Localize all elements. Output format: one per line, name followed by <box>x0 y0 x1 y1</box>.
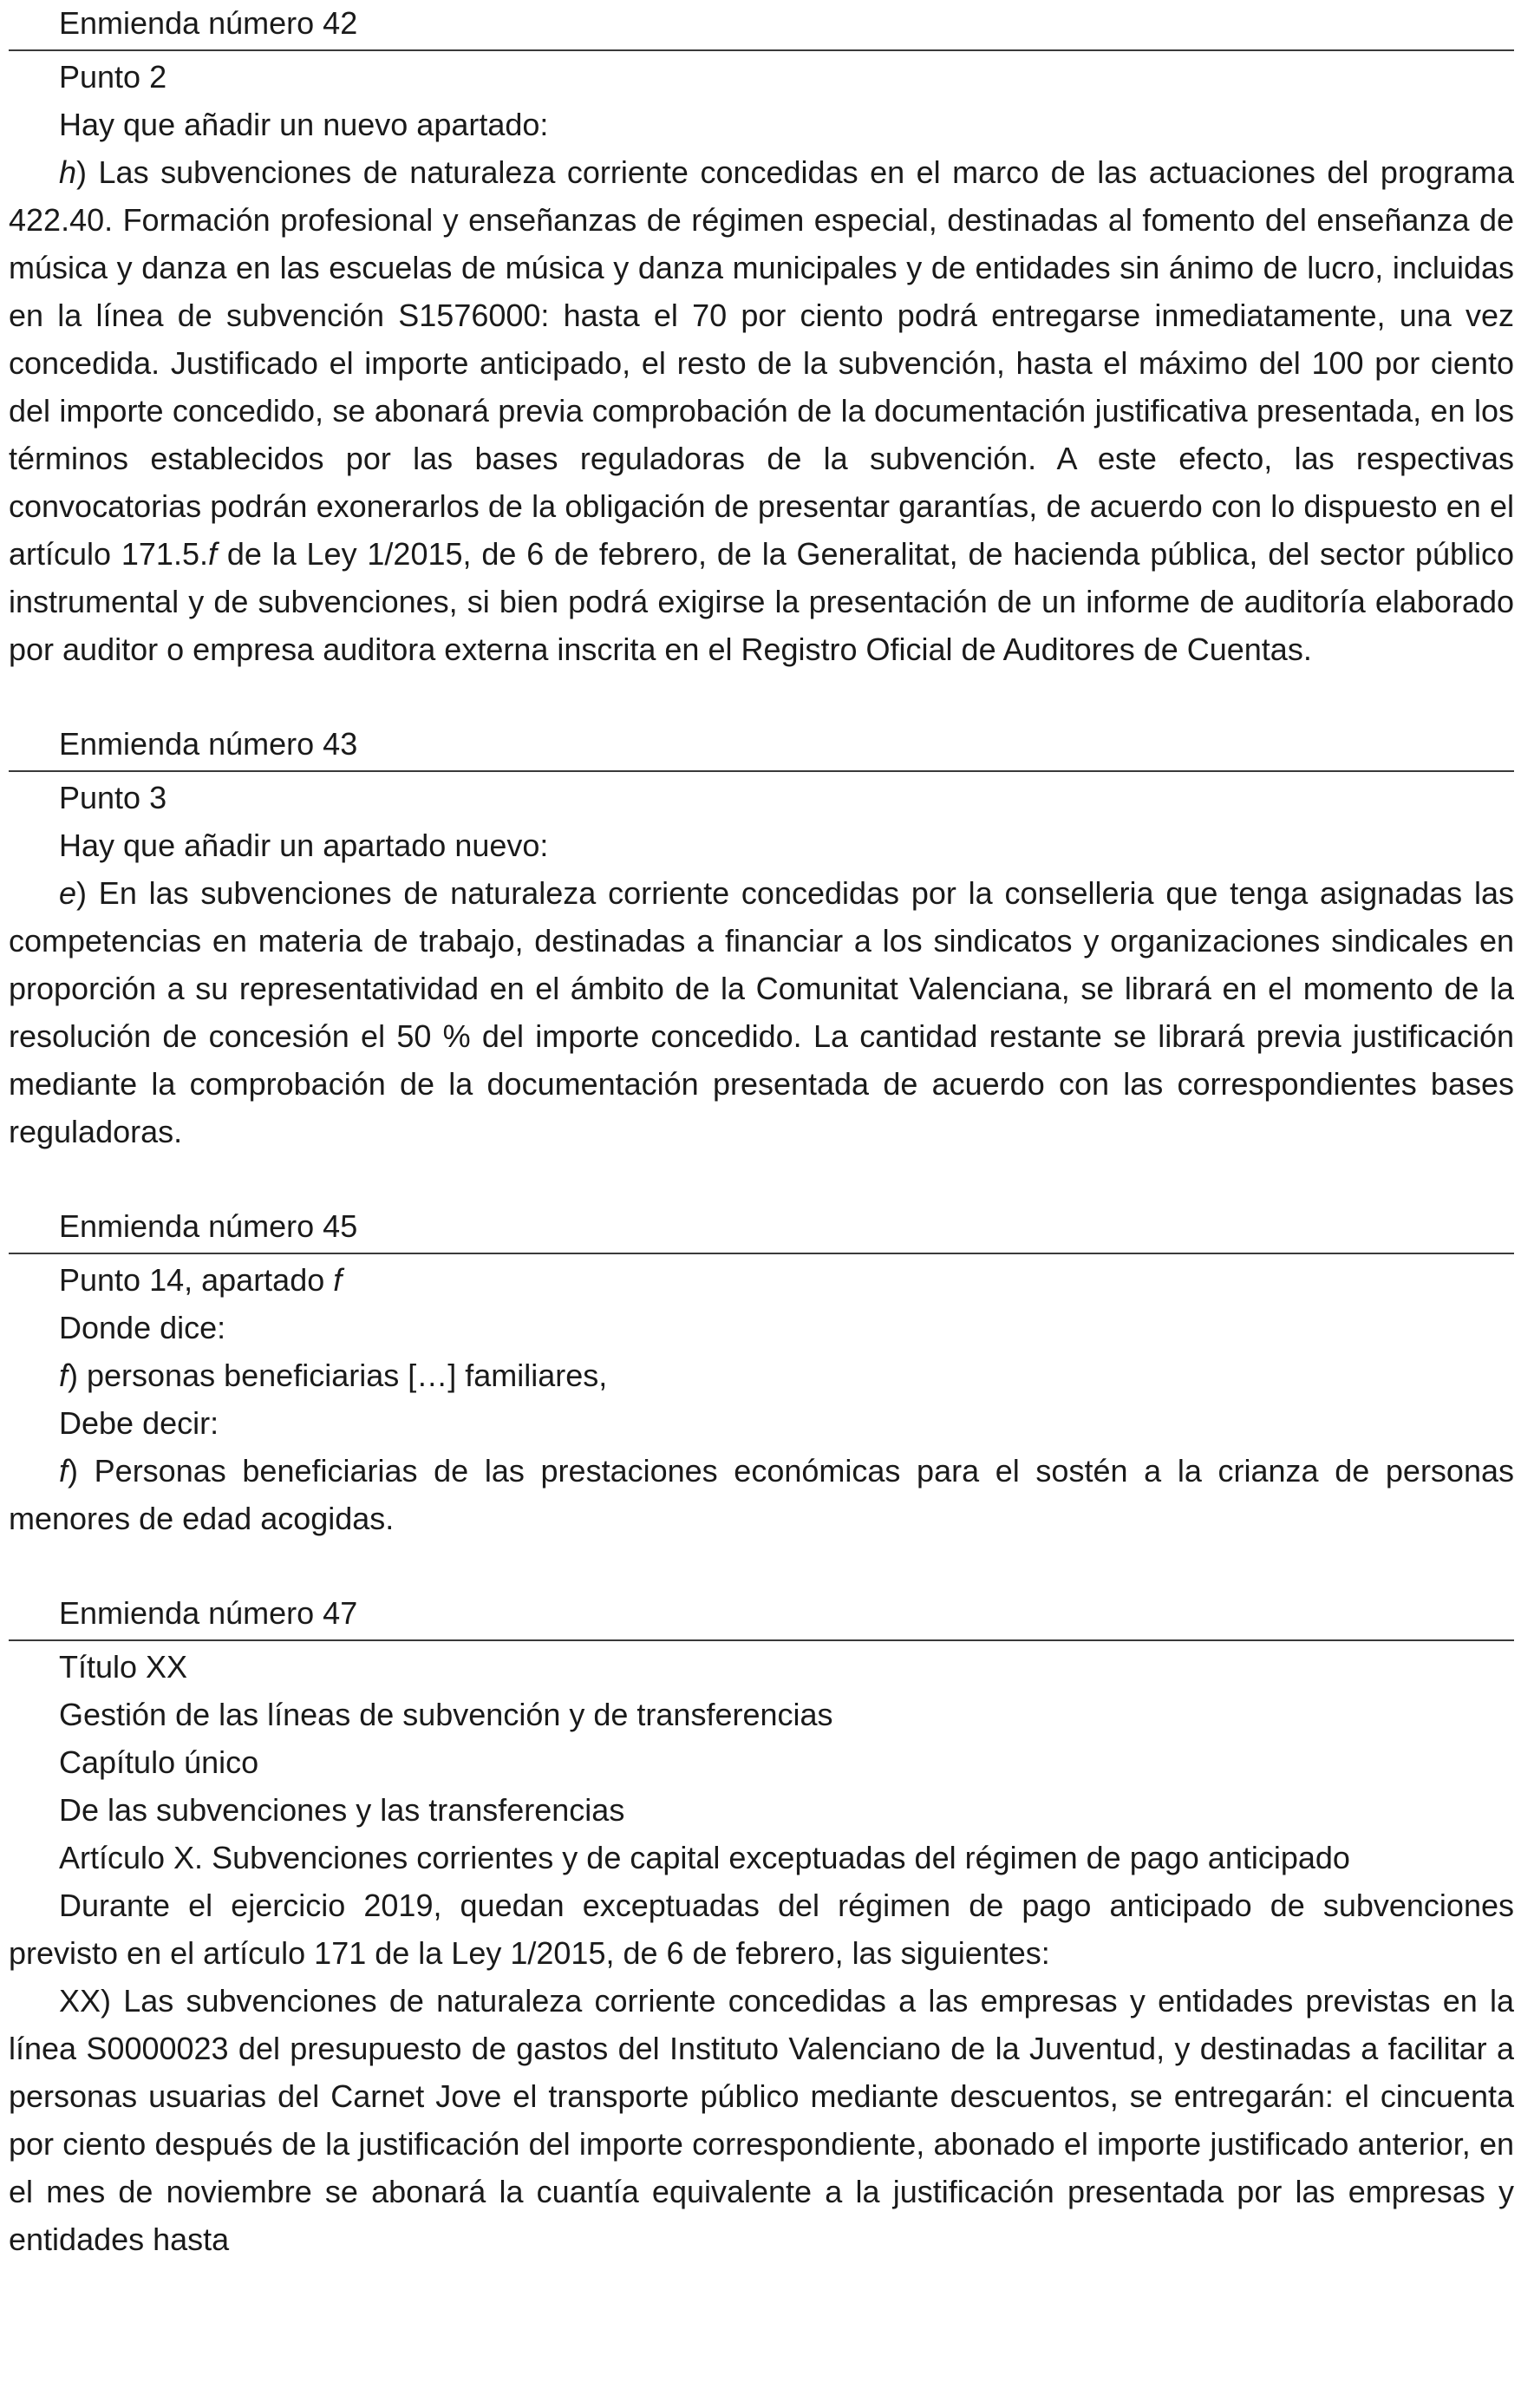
amendment-line: Punto 3 <box>59 780 167 815</box>
line-text: Punto 14, apartado <box>59 1262 334 1298</box>
italic-letter: f <box>333 1262 343 1298</box>
amendment-47 <box>9 1590 1514 2263</box>
amendment-45 <box>9 1203 1514 1542</box>
amendment-paragraph <box>9 869 1514 1155</box>
italic-letter: f <box>59 1453 69 1489</box>
amendment-paragraph: XX) Las subvenciones de naturaleza corriente concedidas a las empresas y entidades previstas en la línea S0000023 del presupuesto de gastos del Instituto Valenciano de la Juventud, y destinadas a facilitar a personas usuarias del Carnet Jove el transporte público mediante descuentos, se entregarán: el cincuenta por ciento después de la justificación del importe correspondiente, abonado el importe justificado anterior, en el mes de noviembre se abonará la cuantía equivalente a la justificación presentada por las empresas y entidades hasta <box>9 1983 1514 2257</box>
amendment-paragraph <box>9 1447 1514 1542</box>
italic-letter: e <box>59 875 77 911</box>
italic-letter: f <box>59 1358 69 1393</box>
section-gap <box>9 1155 1514 1203</box>
heading-rule <box>9 770 1514 772</box>
line-text: ) personas beneficiarias […] familiares, <box>68 1358 608 1393</box>
amendment-paragraph: Artículo X. Subvenciones corrientes y de capital exceptuadas del régimen de pago anticipado <box>59 1840 1350 1875</box>
amendment-heading: Enmienda número 47 <box>59 1595 358 1631</box>
section-gap <box>9 673 1514 721</box>
italic-letter: h <box>59 154 77 190</box>
amendment-line: Capítulo único <box>59 1744 259 1780</box>
heading-rule <box>9 49 1514 51</box>
amendment-heading: Enmienda número 43 <box>59 726 358 762</box>
paragraph-text: ) En las subvenciones de naturaleza corriente concedidas por la conselleria que tenga asignadas las competencias en materia de trabajo, destinadas a financiar a los sindicatos y organizaciones sindicales en proporción a su representatividad en el ámbito de la Comunitat Valenciana, se librará en el momento de la resolución de concesión el 50 % del importe concedido. La cantidad restante se librará previa justificación mediante la comprobación de la documentación presentada de acuerdo con las correspondientes bases reguladoras. <box>9 875 1514 1149</box>
italic-letter: f <box>207 536 217 572</box>
document-page <box>9 0 1514 2263</box>
amendment-line <box>9 1256 1514 1304</box>
heading-rule <box>9 1253 1514 1254</box>
amendment-line: Donde dice: <box>59 1310 226 1345</box>
amendment-line: Título XX <box>59 1649 188 1685</box>
paragraph-text: de la Ley 1/2015, de 6 de febrero, de la Generalitat, de hacienda pública, del sector público instrumental y de subvenciones, si bien podrá exigirse la presentación de un informe de auditoría elaborado por auditor o empresa auditora externa inscrita en el Registro Oficial de Auditores de Cuentas. <box>9 536 1515 667</box>
amendment-42 <box>9 0 1514 673</box>
heading-rule <box>9 1639 1514 1641</box>
amendment-line: Debe decir: <box>59 1405 219 1441</box>
paragraph-text: ) Personas beneficiarias de las prestaciones económicas para el sostén a la crianza de personas menores de edad acogidas. <box>9 1453 1514 1536</box>
amendment-paragraph: Durante el ejercicio 2019, quedan exceptuadas del régimen de pago anticipado de subvenciones previsto en el artículo 171 de la Ley 1/2015, de 6 de febrero, las siguientes: <box>9 1888 1514 1971</box>
amendment-line: Punto 2 <box>59 59 167 95</box>
amendment-heading: Enmienda número 45 <box>59 1208 358 1244</box>
section-gap <box>9 1542 1514 1590</box>
amendment-paragraph <box>9 148 1514 673</box>
paragraph-text: ) Las subvenciones de naturaleza corriente concedidas en el marco de las actuaciones del programa 422.40. Formación profesional y enseñanzas de régimen especial, destinadas al fomento del enseñanza de música y danza en las escuelas de música y danza municipales y de entidades sin ánimo de lucro, incluidas en la línea de subvención S1576000: hasta el 70 por ciento podrá entregarse inmediatamente, una vez concedida. Justificado el importe anticipado, el resto de la subvención, hasta el máximo del 100 por ciento del importe concedido, se abonará previa comprobación de la documentación justificativa presentada, en los términos establecidos por las bases reguladoras de la subvención. A este efecto, las respectivas convocatorias podrán exonerarlos de la obligación de presentar garantías, de acuerdo con lo dispuesto en el artículo 171.5. <box>9 154 1514 572</box>
amendment-line: Hay que añadir un nuevo apartado: <box>59 107 549 142</box>
amendment-line: Gestión de las líneas de subvención y de transferencias <box>59 1697 833 1732</box>
amendment-heading: Enmienda número 42 <box>59 5 358 41</box>
amendment-line: Hay que añadir un apartado nuevo: <box>59 828 549 863</box>
amendment-line <box>9 1351 1514 1399</box>
amendment-line: De las subvenciones y las transferencias <box>59 1792 625 1828</box>
amendment-43 <box>9 721 1514 1155</box>
